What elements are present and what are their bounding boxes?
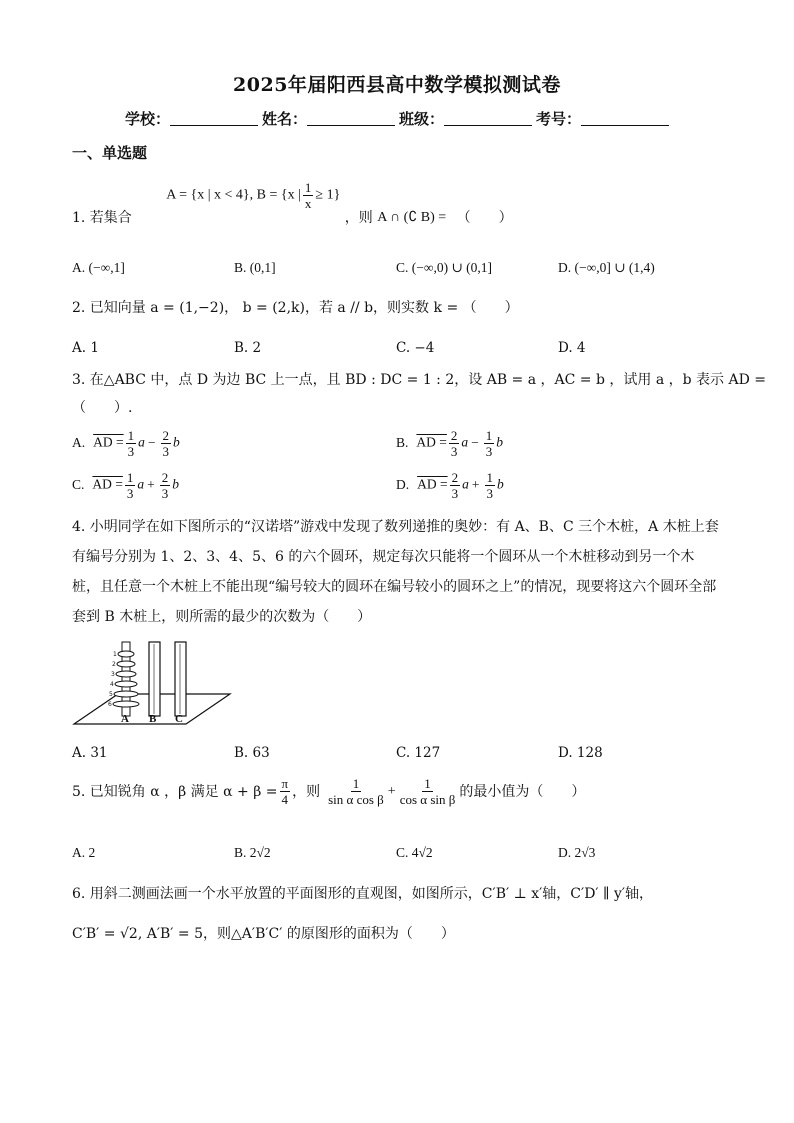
q5-post: 的最小值为（ ）: [459, 783, 586, 800]
q5-pi-over-4: $\frac{\pi}{4}$: [281, 776, 289, 807]
question-1: [72, 180, 513, 228]
exam-no-blank[interactable]: [581, 111, 669, 126]
peg-label-c: C: [175, 713, 183, 725]
ring-number-1: 1: [113, 651, 117, 658]
q1-number: 1. 若集合: [72, 210, 132, 226]
peg-c: [175, 642, 186, 716]
page-title: 2025年届阳西县高中数学模拟测试卷: [233, 74, 561, 96]
q4-option-a[interactable]: A. 31: [72, 745, 108, 761]
school-blank[interactable]: [170, 111, 258, 126]
class-blank[interactable]: [444, 111, 532, 126]
peg-label-b: B: [149, 713, 157, 725]
q4-option-c[interactable]: C. 127: [396, 745, 441, 761]
question-2: 2. 已知向量 a = (1,−2)， b = (2,k)，若 a // b，则实数 k = （ ）: [72, 300, 519, 316]
q5-then: ，则: [292, 783, 321, 800]
q1-then: ，则: [344, 210, 373, 226]
q2-option-d[interactable]: D. 4: [558, 340, 586, 356]
ring-6: [113, 701, 139, 707]
q3-option-d[interactable]: D. AD = $\frac{2}{3}$ a + $\frac{1}{3}$ b: [396, 470, 504, 501]
q3-option-c[interactable]: C. AD = $\frac{1}{3}$ a + $\frac{2}{3}$ b: [72, 470, 180, 501]
q5-fraction-2: $\frac{1}{\text{cos α sin β}}$: [399, 776, 456, 807]
peg-label-a: A: [121, 713, 129, 725]
q1-expression: A ∩ (∁ B) =: [377, 210, 447, 225]
q1-set-b-fraction: $\frac{1}{x}$: [304, 180, 312, 211]
q5-option-a[interactable]: A. 2: [72, 845, 96, 860]
question-6-line-1: 6. 用斜二测画法画一个水平放置的平面图形的直观图，如图所示，C′B′ ⊥ x′轴，C′D′ ∥ y′轴，: [72, 886, 654, 902]
q1-set-b-prefix: , B = {x |: [249, 187, 301, 203]
q1-paren: （ ）: [456, 210, 513, 226]
q5-fraction-1: $\frac{1}{\text{sin α cos β}}$: [328, 776, 384, 807]
q5-pre: 5. 已知锐角 α ，β 满足 α + β =: [72, 783, 278, 800]
class-label: 班级：: [399, 110, 445, 128]
ring-number-5: 5: [109, 691, 113, 698]
name-blank[interactable]: [307, 111, 395, 126]
q3-option-a[interactable]: A. AD = $\frac{1}{3}$ a − $\frac{2}{3}$ b: [72, 428, 180, 459]
ring-number-6: 6: [108, 701, 112, 708]
section-heading: 一、单选题: [72, 144, 148, 162]
ring-number-4: 4: [110, 681, 114, 688]
q1-set-a: A = {x | x < 4}: [166, 187, 250, 203]
q3-option-b[interactable]: B. AD = $\frac{2}{3}$ a − $\frac{1}{3}$ b: [396, 428, 504, 459]
student-info-line: [125, 108, 673, 129]
q2-option-a[interactable]: A. 1: [72, 340, 99, 356]
ring-4: [115, 681, 137, 687]
question-3: 3. 在△ABC 中，点 D 为边 BC 上一点，且 BD : DC = 1 : 2，设 AB = a ，AC = b ，试用 a ，b 表示 AD =: [72, 372, 767, 388]
question-6-line-2: C′B′ = √2, A′B′ = 5，则△A′B′C′ 的原图形的面积为（ ）: [72, 926, 455, 942]
q4-option-b[interactable]: B. 63: [234, 745, 270, 761]
q2-option-b[interactable]: B. 2: [234, 340, 262, 356]
ring-1: [118, 651, 134, 657]
q1-option-b[interactable]: B. (0,1]: [234, 260, 276, 275]
q4-option-d[interactable]: D. 128: [558, 745, 603, 761]
q5-option-b[interactable]: B. 2√2: [234, 845, 271, 860]
peg-b: [149, 642, 160, 716]
q5-option-c[interactable]: C. 4√2: [396, 845, 433, 860]
q5-option-d[interactable]: D. 2√3: [558, 845, 596, 860]
school-label: 学校：: [125, 110, 171, 128]
q1-set-b-suffix: ≥ 1}: [315, 187, 341, 203]
q1-option-a[interactable]: A. (−∞,1]: [72, 260, 125, 275]
exam-no-label: 考号：: [536, 110, 582, 128]
q1-option-d[interactable]: D. (−∞,0] ∪ (1,4): [558, 260, 655, 275]
hanoi-figure: [72, 636, 237, 728]
q1-option-c[interactable]: C. (−∞,0) ∪ (0,1]: [396, 260, 493, 275]
q2-option-c[interactable]: C. −4: [396, 340, 435, 356]
question-5: 5. 已知锐角 α ，β 满足 α + β = $\frac{\pi}{4}$ ，则 $\frac{1}{\text{sin α cos β}}$ + $\frac{1}{\text{cos α sin β}}$ 的最小值为（ ）: [72, 776, 586, 807]
question-4: 4. 小明同学在如下图所示的“汉诺塔”游戏中发现了数列递推的奥妙：有 A、B、C 三个木桩，A 木桩上套有编号分别为 1、2、3、4、5、6 的六个圆环，规定每次只能将一个圆环从一个木桩移动到另一个木桩，且任意一个木桩上不能出现“编号较大的圆环在编号较小的圆环之上”的情况，现要将这六个圆环全部套到 B 木桩上，则所需的最少的次数为（ ）: [72, 519, 719, 625]
ring-5: [114, 691, 138, 697]
ring-number-2: 2: [112, 661, 116, 668]
ring-2: [117, 661, 135, 667]
ring-number-3: 3: [111, 671, 115, 678]
question-3-paren: （ ）.: [72, 400, 133, 416]
ring-3: [116, 671, 136, 677]
name-label: 姓名：: [262, 110, 308, 128]
